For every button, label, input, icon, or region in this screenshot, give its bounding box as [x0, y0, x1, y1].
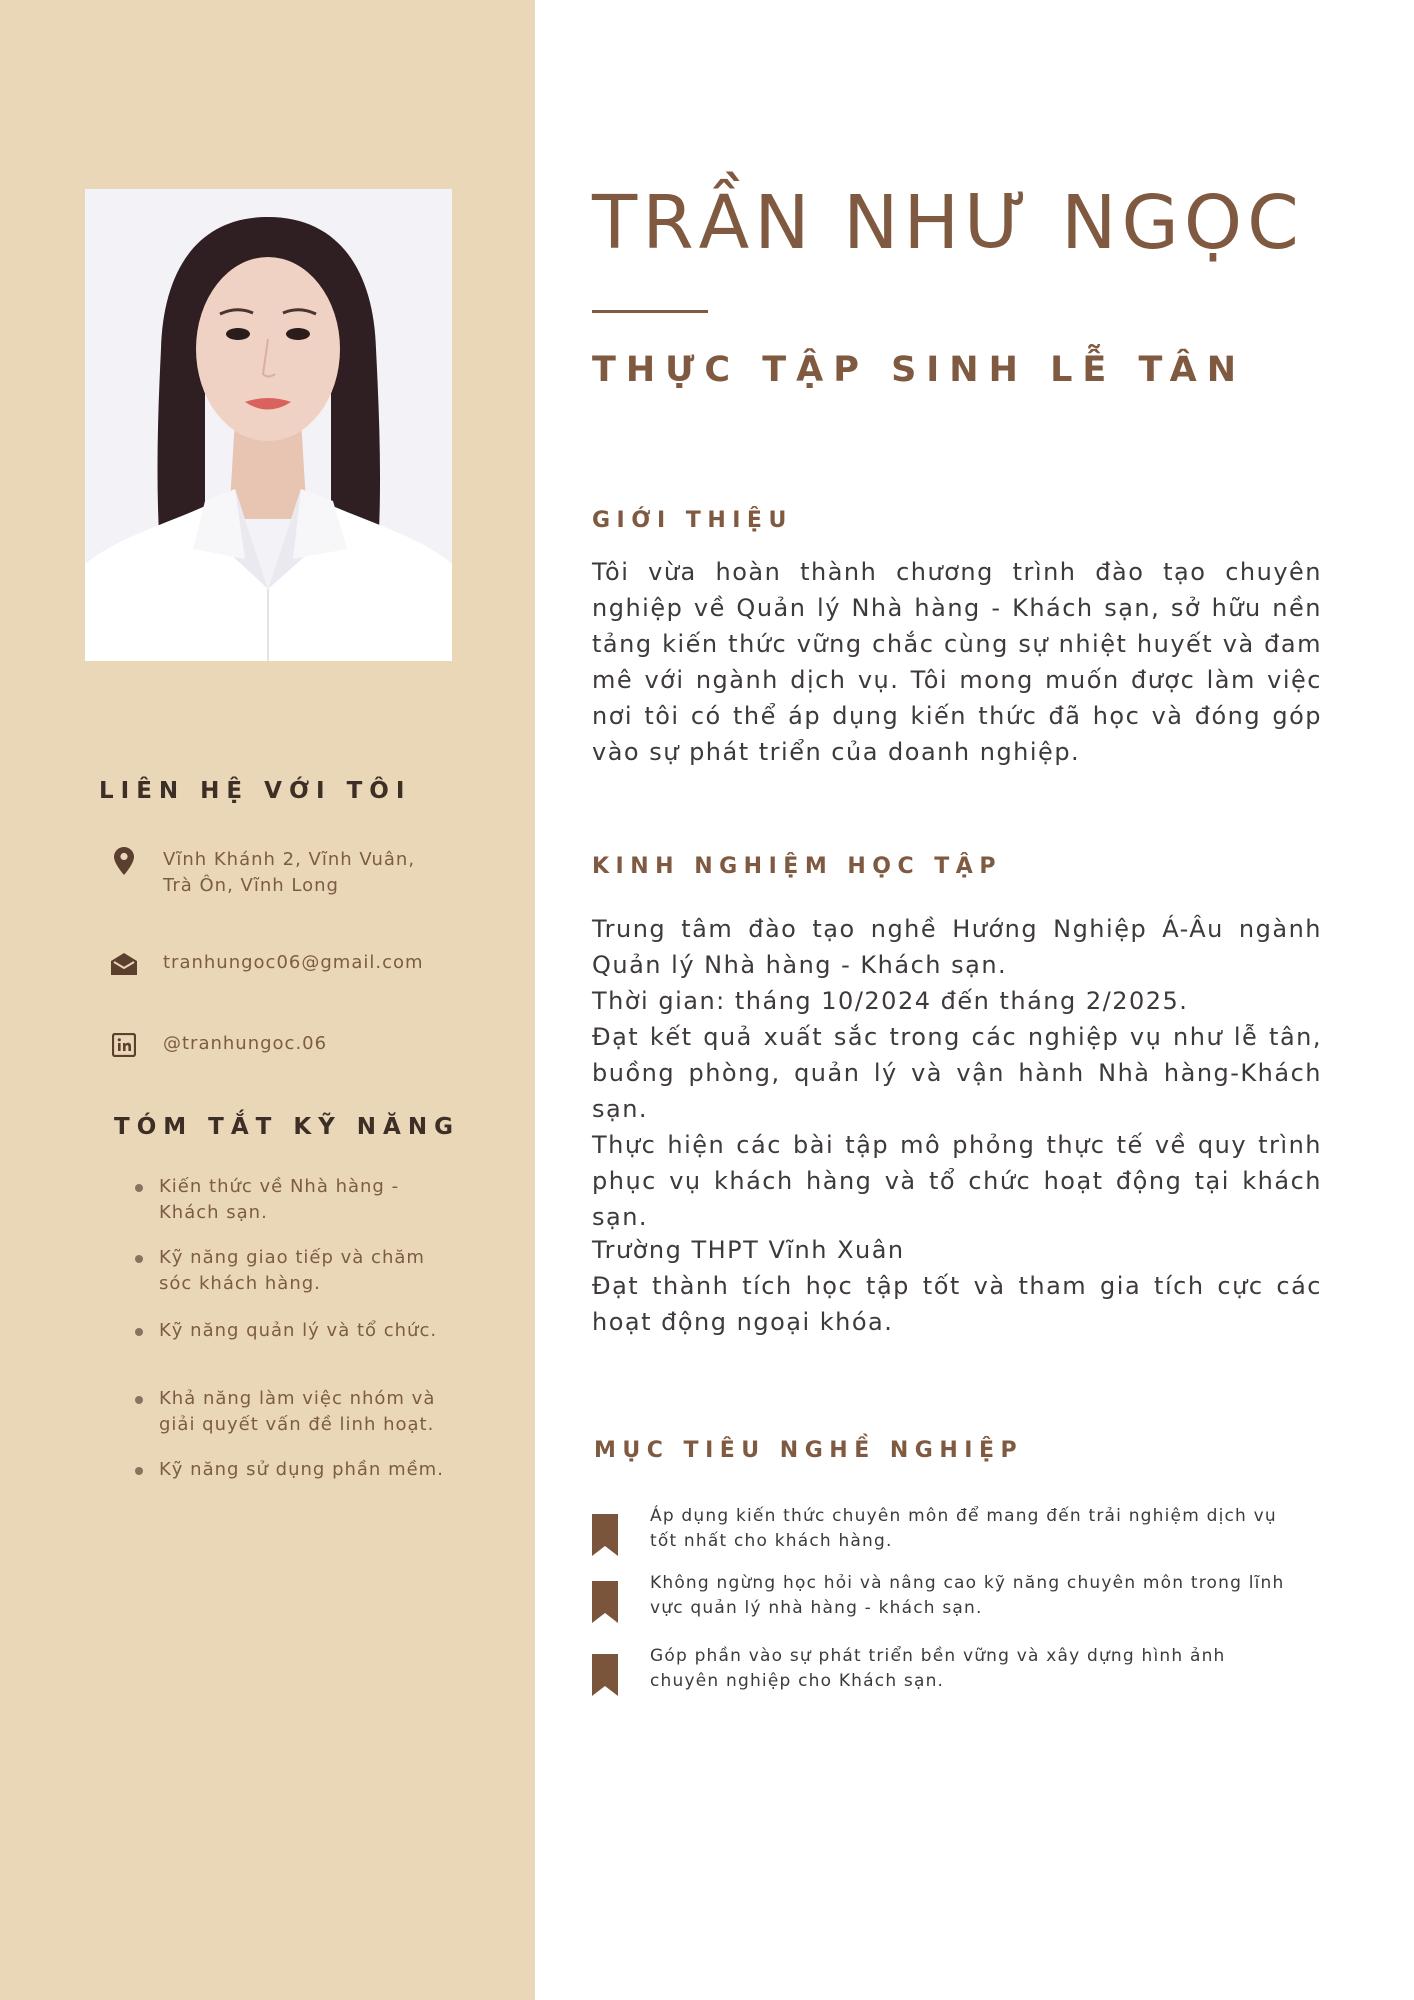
experience-school: Trường THPT Vĩnh Xuân — [592, 1236, 905, 1264]
skill-text: Kỹ năng quản lý và tổ chức. — [159, 1320, 438, 1341]
skill-item — [133, 1174, 459, 1226]
contact-address — [110, 847, 450, 899]
map-pin-icon — [110, 847, 138, 875]
goal-item — [592, 1571, 1292, 1627]
skill-item — [133, 1457, 459, 1483]
skill-text: Kiến thức về Nhà hàng - Khách sạn. — [159, 1176, 400, 1223]
skill-item — [133, 1318, 459, 1344]
experience-entry — [592, 1232, 1322, 1340]
intro-text: Tôi vừa hoàn thành chương trình đào tạo chuyên nghiệp về Quản lý Nhà hàng - Khách sạn, sở hữu nền tảng kiến thức vững chắc cùng sự nhiệt huyết và đam mê với ngành dịch vụ. Tôi mong muốn được làm việc nơi tôi có thể áp dụng kiến thức đã học và đóng góp vào sự phát triển của doanh nghiệp. — [592, 558, 1322, 766]
experience-school: Trung tâm đào tạo nghề Hướng Nghiệp Á-Âu ngành Quản lý Nhà hàng - Khách sạn. — [592, 915, 1322, 979]
skills-heading: TÓM TẮT KỸ NĂNG — [114, 1114, 460, 1140]
experience-period: Thời gian: tháng 10/2024 đến tháng 2/2025. — [592, 987, 1189, 1015]
address-text: Vĩnh Khánh 2, Vĩnh Vuân, Trà Ôn, Vĩnh Long — [163, 849, 416, 896]
goal-text: Áp dụng kiến thức chuyên môn để mang đến trải nghiệm dịch vụ tốt nhất cho khách hàng. — [650, 1506, 1277, 1551]
experience-result: Đạt thành tích học tập tốt và tham gia tích cực các hoạt động ngoại khóa. — [592, 1272, 1322, 1336]
linkedin-icon — [110, 1031, 138, 1059]
bullet-icon — [135, 1255, 143, 1263]
job-title: THỰC TẬP SINH LỄ TÂN — [592, 350, 1247, 390]
skill-text: Khả năng làm việc nhóm và giải quyết vấn đề linh hoạt. — [159, 1388, 436, 1435]
bullet-icon — [135, 1467, 143, 1475]
experience-entry — [592, 911, 1322, 1235]
social-handle[interactable]: @tranhungoc.06 — [163, 1033, 328, 1054]
contact-social[interactable] — [110, 1031, 450, 1059]
experience-practice: Thực hiện các bài tập mô phỏng thực tế về quy trình phục vụ khách hàng và tổ chức hoạt động tại khách sạn. — [592, 1131, 1322, 1231]
bullet-icon — [135, 1328, 143, 1336]
bookmark-icon — [592, 1654, 618, 1700]
email-link[interactable]: tranhungoc06@gmail.com — [163, 952, 424, 973]
title-divider — [592, 310, 708, 313]
experience-result: Đạt kết quả xuất sắc trong các nghiệp vụ như lễ tân, buồng phòng, quản lý và vận hành Nhà hàng-Khách sạn. — [592, 1023, 1322, 1123]
experience-heading: KINH NGHIỆM HỌC TẬP — [592, 854, 1002, 879]
envelope-icon — [110, 950, 138, 978]
skill-item — [133, 1386, 459, 1438]
bookmark-icon — [592, 1514, 618, 1560]
skill-item — [133, 1245, 459, 1297]
goal-item — [592, 1644, 1292, 1700]
contact-heading: LIÊN HỆ VỚI TÔI — [99, 778, 412, 804]
skill-text: Kỹ năng sử dụng phần mềm. — [159, 1459, 444, 1480]
sidebar — [0, 0, 535, 2000]
bullet-icon — [135, 1184, 143, 1192]
contact-email[interactable] — [110, 950, 450, 978]
intro-heading: GIỚI THIỆU — [592, 508, 793, 533]
bullet-icon — [135, 1396, 143, 1404]
candidate-name: TRẦN NHƯ NGỌC — [592, 180, 1304, 266]
goals-heading: MỤC TIÊU NGHỀ NGHIỆP — [594, 1438, 1024, 1463]
goal-text: Không ngừng học hỏi và nâng cao kỹ năng chuyên môn trong lĩnh vực quản lý nhà hàng - khách sạn. — [650, 1573, 1285, 1618]
bookmark-icon — [592, 1581, 618, 1627]
goal-item — [592, 1504, 1292, 1560]
profile-photo — [85, 189, 452, 661]
goal-text: Góp phần vào sự phát triển bền vững và xây dựng hình ảnh chuyên nghiệp cho Khách sạn. — [650, 1646, 1226, 1691]
skill-text: Kỹ năng giao tiếp và chăm sóc khách hàng. — [159, 1247, 425, 1294]
